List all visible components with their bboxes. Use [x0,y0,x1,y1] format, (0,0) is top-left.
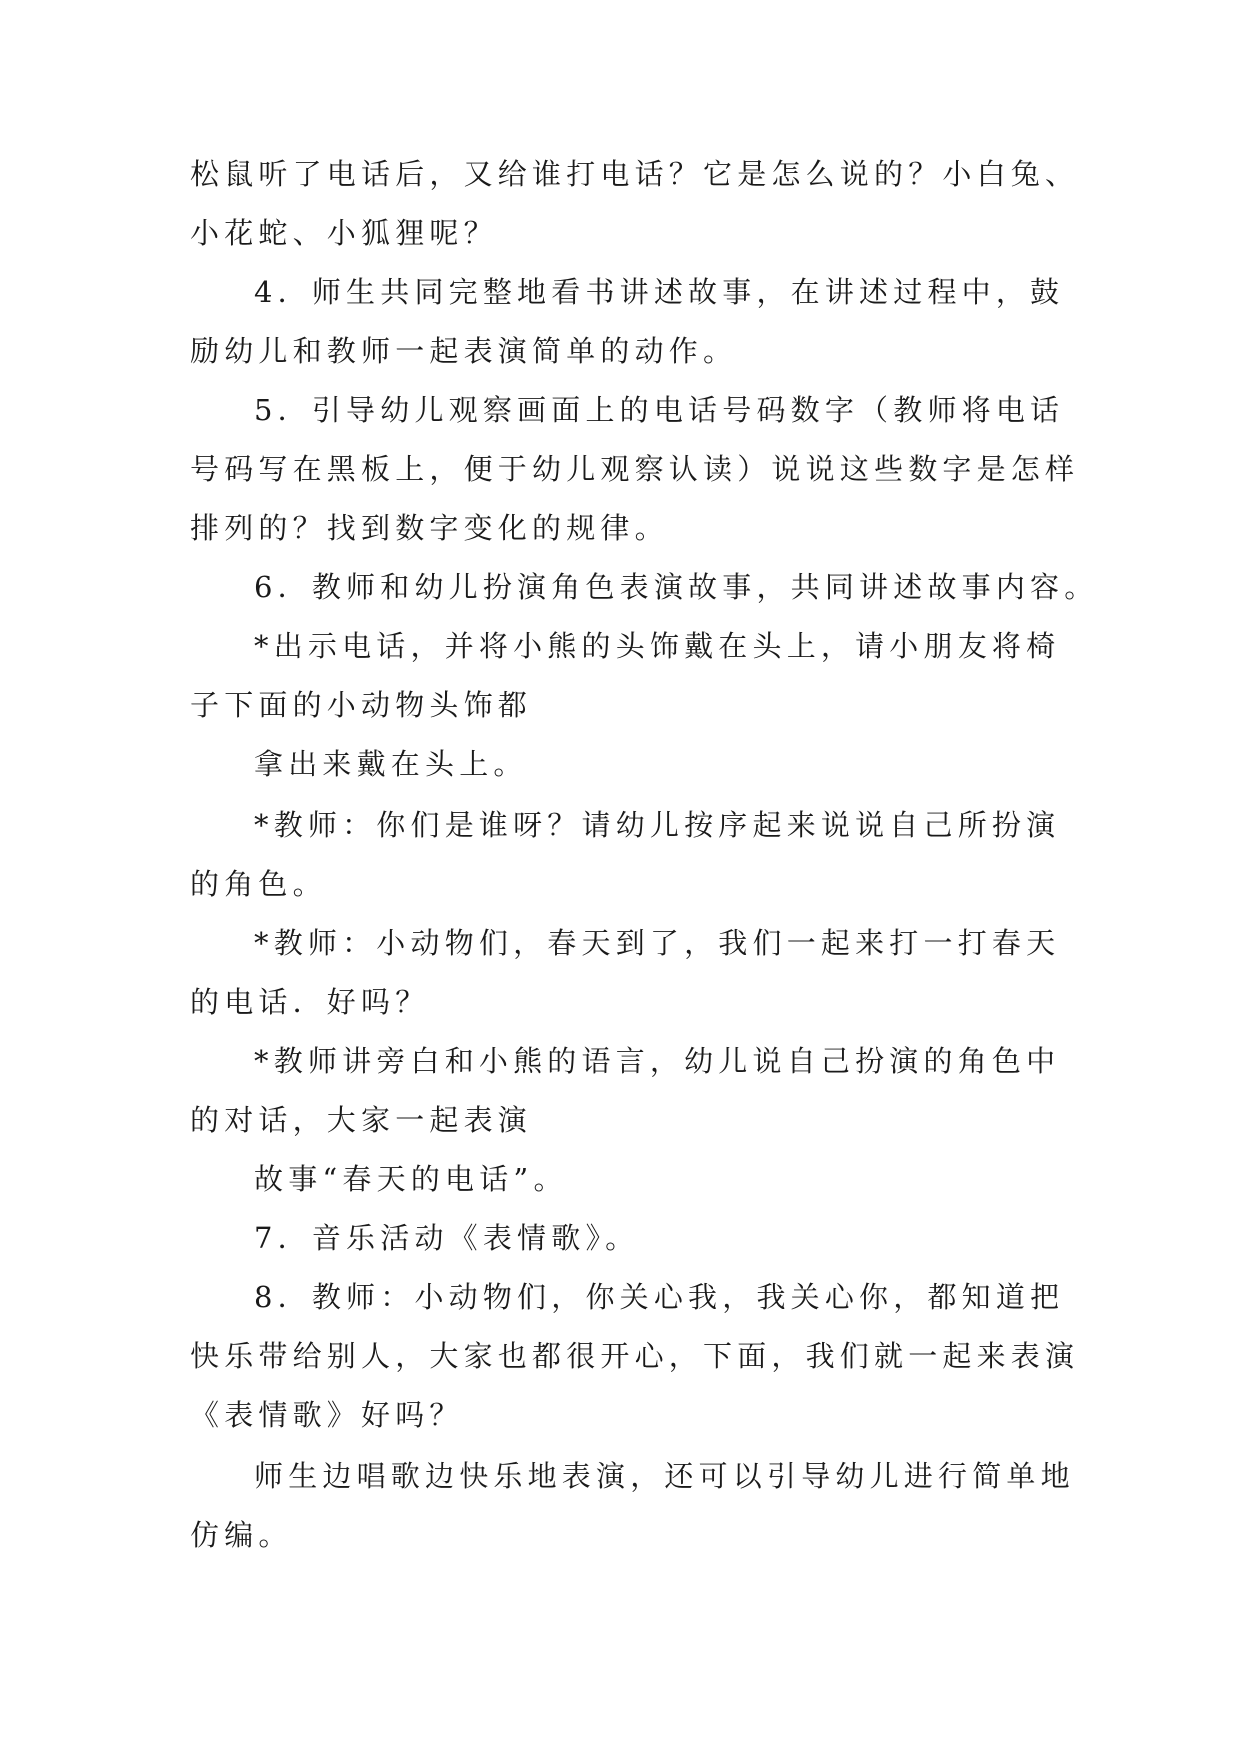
text-line: 的电话．好吗？ [190,985,430,1019]
text-line: 故事“春天的电话”。 [254,1162,568,1196]
text-line: 励幼儿和教师一起表演简单的动作。 [190,334,738,368]
text-line: *教师：你们是谁呀？请幼儿按序起来说说自己所扮演 [254,808,1061,842]
text-line: 《表情歌》好吗？ [190,1398,464,1432]
text-line: 的角色。 [190,867,327,901]
text-line: 4．师生共同完整地看书讲述故事，在讲述过程中，鼓 [254,275,1065,309]
text-line: 的对话，大家一起表演 [190,1103,533,1137]
document-body [190,157,1099,1552]
text-line: 排列的？找到数字变化的规律。 [190,511,669,545]
text-line: *教师讲旁白和小熊的语言，幼儿说自己扮演的角色中 [254,1044,1061,1078]
text-line: *出示电话，并将小熊的头饰戴在头上，请小朋友将椅 [254,629,1061,663]
text-line: 小花蛇、小狐狸呢？ [190,216,498,250]
text-line: 松鼠听了电话后，又给谁打电话？它是怎么说的？小白兔、 [190,157,1080,191]
text-line: 仿编。 [190,1518,293,1552]
text-line: 6．教师和幼儿扮演角色表演故事，共同讲述故事内容。 [254,570,1099,604]
text-line: 5．引导幼儿观察画面上的电话号码数字（教师将电话 [254,393,1065,427]
text-line: 子下面的小动物头饰都 [190,688,533,722]
text-line: 拿出来戴在头上。 [254,747,528,781]
text-line: *教师：小动物们，春天到了，我们一起来打一打春天 [254,926,1061,960]
text-line: 号码写在黑板上，便于幼儿观察认读）说说这些数字是怎样 [190,452,1080,486]
text-line: 师生边唱歌边快乐地表演，还可以引导幼儿进行简单地 [254,1459,1075,1493]
text-line: 快乐带给别人，大家也都很开心，下面，我们就一起来表演 [190,1339,1080,1373]
text-line: 8．教师：小动物们，你关心我，我关心你，都知道把 [254,1280,1065,1314]
text-line: 7．音乐活动《表情歌》。 [254,1221,640,1255]
